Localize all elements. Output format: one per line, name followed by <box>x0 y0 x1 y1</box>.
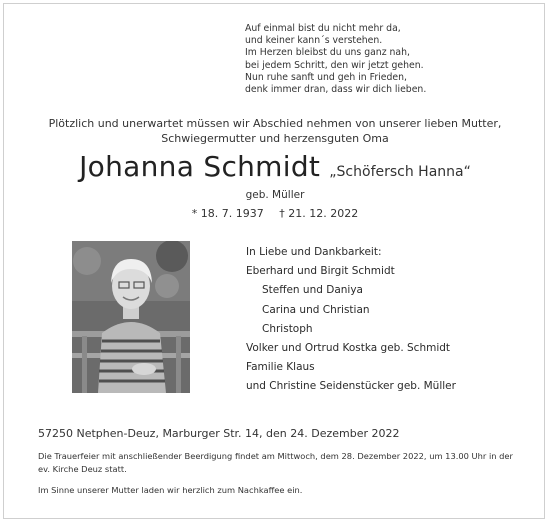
poem <box>245 23 426 96</box>
intro-line: Schwiegermutter und herzensguten Oma <box>161 132 389 145</box>
deceased-nickname: „Schöfersch Hanna“ <box>329 164 471 180</box>
poem-line: denk immer dran, dass wir dich lieben. <box>245 84 427 96</box>
poem-line: Nun ruhe sanft und geh in Frieden, <box>245 71 407 83</box>
poem-line: bei jedem Schritt, den wir jetzt gehen. <box>245 59 424 71</box>
portrait-photo <box>72 241 190 393</box>
mourner-line: Christoph <box>262 322 313 335</box>
mourners-heading: In Liebe und Dankbarkeit: <box>246 246 382 258</box>
death-date: † 21. 12. 2022 <box>279 207 359 220</box>
poem-line: Im Herzen bleibst du uns ganz nah, <box>245 47 410 59</box>
intro-text <box>0 116 550 146</box>
coffee-invitation: Im Sinne unserer Mutter laden wir herzlich zum Nachkaffee ein. <box>38 485 303 495</box>
mourner-line: Eberhard und Birgit Schmidt <box>246 265 395 278</box>
mourner-line: und Christine Seidenstücker geb. Müller <box>246 380 456 393</box>
funeral-notice: Die Trauerfeier mit anschließender Beerdigung findet am Mittwoch, dem 28. Dezember 2022, um 13.00 Uhr in der ev. Kirche Deuz statt. <box>38 451 513 474</box>
life-dates <box>0 207 550 220</box>
birth-date: * 18. 7. 1937 <box>191 207 264 220</box>
poem-line: Auf einmal bist du nicht mehr da, <box>245 23 401 34</box>
intro-line: Plötzlich und unerwartet müssen wir Abschied nehmen von unserer lieben Mutter, <box>48 117 502 130</box>
deceased-name: Johanna Schmidt <box>79 150 321 183</box>
maiden-name: geb. Müller <box>245 189 305 201</box>
mourner-line: Familie Klaus <box>246 361 315 374</box>
mourner-line: Volker und Ortrud Kostka geb. Schmidt <box>246 342 451 355</box>
mourner-line: Carina und Christian <box>262 303 370 316</box>
mourners-list <box>246 243 456 397</box>
address-date: 57250 Netphen-Deuz, Marburger Str. 14, den 24. Dezember 2022 <box>38 427 400 440</box>
poem-line: und keiner kann´s verstehen. <box>245 35 383 47</box>
mourner-line: Steffen und Daniya <box>262 284 363 297</box>
portrait-image <box>72 241 190 393</box>
deceased-name-row <box>0 150 550 183</box>
